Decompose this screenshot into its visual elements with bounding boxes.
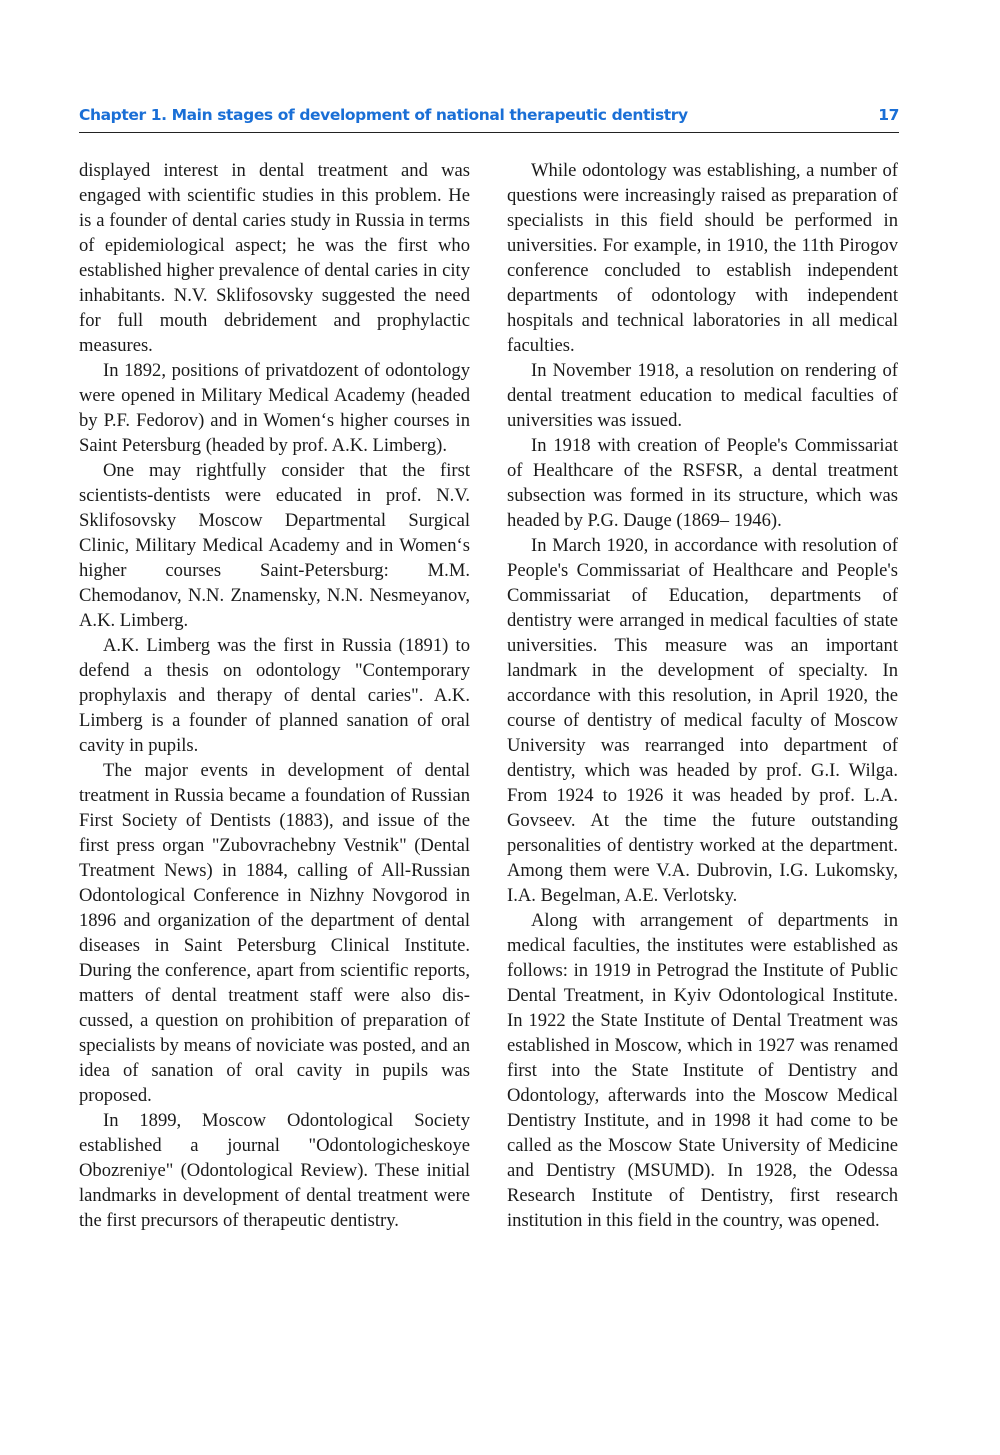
header-rule: [79, 132, 899, 133]
paragraph: In November 1918, a resolution on rendering of dental treatment education to medical faculties of universities was issued.: [507, 360, 898, 431]
paragraph: Along with arrangement of departments in medical faculties, the institutes were established as follows: in 1919 in Petrograd the Institute of Public Dental Treatment, in Kyiv Odontological Institute. In 1922 the State Institute of Dental Treatment was established in Moscow, which in 1927 was renamed first into the State Institute of Dentistry and Odontology, afterwards into the Moscow Medical Dentistry Institute, and in 1998 it had come to be called as the Moscow State University of Medicine and Dentistry (MSUMD). In 1928, the Odessa Research Institute of Dentistry, first research institution in this field in the country, was opened.: [507, 910, 898, 1231]
left-column: [79, 158, 470, 1233]
paragraph: While odontology was establishing, a number of questions were increasingly raised as preparation of specialists in this field should be performed in universities. For example, in 1910, the 11th Pirogov conference concluded to establish independent departments of odontology with independent hospitals and technical laboratories in all medical faculties.: [507, 160, 898, 356]
page-number: 17: [878, 106, 899, 124]
paragraph: A.K. Limberg was the first in Russia (1891) to defend a thesis on odontology "Contemporary prophylaxis and therapy of dental caries". A.K. Limberg is a founder of planned sanation of oral cavity in pupils.: [79, 635, 470, 756]
paragraph: One may rightfully consider that the first scientists-dentists were educated in prof. N.V. Sklifosovsky Moscow Departmental Surgical Clinic, Military Medical Academy and in Women‘s higher courses Saint-Petersburg: M.M. Chemodanov, N.N. Znamensky, N.N. Nesmeyanov, A.K. Limberg.: [79, 460, 470, 631]
chapter-title: Chapter 1. Main stages of development of national therapeutic dentistry: [79, 106, 688, 124]
paragraph: In March 1920, in accordance with resolution of People's Commissariat of Healthcare and People's Commissariat of Education, departments of dentistry were arranged in medical faculties of state universities. This measure was an important landmark in the development of specialty. In accordance with this resolution, in April 1920, the course of dentistry of medical faculty of Moscow University was rearranged into department of dentistry, which was headed by prof. G.I. Wilga. From 1924 to 1926 it was headed by prof. L.A. Govseev. At the time the future outstanding personalities of dentistry worked at the department. Among them were V.A. Dubrovin, I.G. Lukomsky, I.A. Begelman, A.E. Verlotsky.: [507, 535, 898, 906]
running-header: [79, 104, 899, 126]
paragraph: In 1918 with creation of People's Commissariat of Healthcare of the RSFSR, a dental treatment subsection was formed in its structure, which was headed by P.G. Dauge (1869– 1946).: [507, 435, 898, 531]
right-column: [507, 158, 898, 1233]
paragraph: The major events in development of dental treatment in Russia became a foundation of Russian First Society of Dentists (1883), and issue of the first press organ "Zubovrachebny Vestnik" (Dental Treatment News) in 1884, calling of All-Russian Odontological Conference in Nizhny Novgorod in 1896 and organization of the department of dental diseases in Saint Petersburg Clinical Institute. During the conference, apart from scientific reports, matters of dental treatment staff were also discussed, a question on prohibition of preparation of specialists by means of noviciate was posted, and an idea of sanation of oral cavity in pupils was proposed.: [79, 760, 470, 1106]
paragraph: In 1899, Moscow Odontological Society established a journal "Odontologicheskoye Obozreniye" (Odontological Review). These initial landmarks in development of dental treatment were the first precursors of therapeutic dentistry.: [79, 1110, 470, 1231]
paragraph-continued: displayed interest in dental treatment and was engaged with scientific studies in this problem. He is a founder of dental caries study in Russia in terms of epidemiological aspect; he was the first who established higher prevalence of dental caries in city inhabitants. N.V. Sklifosovsky suggested the need for full mouth debridement and prophylactic measures.: [79, 160, 470, 356]
paragraph: In 1892, positions of privatdozent of odontology were opened in Military Medical Academy (headed by P.F. Fedorov) and in Women‘s higher courses in Saint Petersburg (headed by prof. A.K. Limberg).: [79, 360, 470, 456]
